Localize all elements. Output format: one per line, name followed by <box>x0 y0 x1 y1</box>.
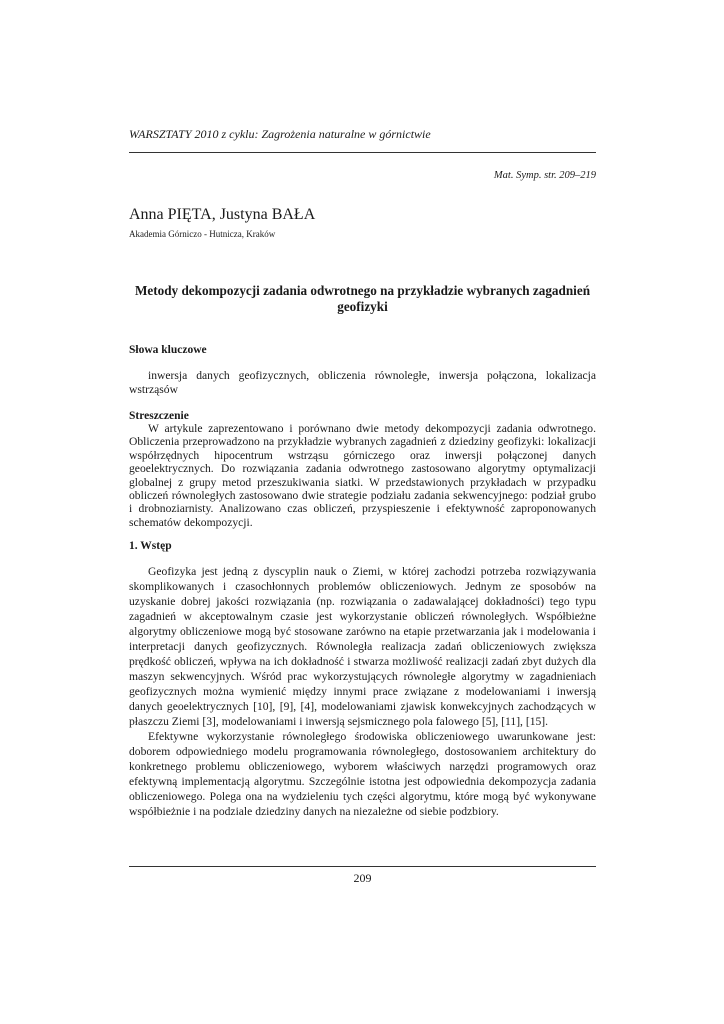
abstract-text: W artykule zaprezentowano i porównano dwie metody dekompozycji zadania odwrotnego. Obliczenia przeprowadzono na przykładzie wybranych zagadnień z dziedziny geofizyki: lokalizacji współrzędnych hipocentrum wstrząsu górniczego oraz inwersji połączonej danych geoelektrycznych. Do rozwiązania zadania odwrotnego zastosowano algorytmy optymalizacji globalnej z grupy metod przeszukiwania siatki. W przedstawionych przykładach w przypadku obliczeń równoległych zastosowano dwie strategie podziału zadania sekwencyjnego: podział grubo i drobnoziarnisty. Analizowano czas obliczeń, przyspieszenie i efektywność zaproponowanych schematów dekompozycji. <box>129 422 596 529</box>
affiliation: Akademia Górniczo - Hutnicza, Kraków <box>129 229 276 239</box>
footer-rule <box>129 866 596 867</box>
body-paragraph: Geofizyka jest jedną z dyscyplin nauk o Ziemi, w której zachodzi potrzeba rozwiązywania skomplikowanych i czasochłonnych problemów obliczeniowych. Jednym ze sposobów na uzyskanie dobrej jakości rozwiązania (np. rozwiązania o zadawalającej dokładności) tego typu zagadnień w akceptowalnym czasie jest wykorzystanie obliczeń równoległych. Współbieżne algorytmy obliczeniowe mogą być stosowane zarówno na etapie przetwarzania jak i modelowania i interpretacji danych geofizycznych. Równoległa realizacja zadań obliczeniowych zwiększa prędkość obliczeń, wpływa na ich dokładność i stwarza możliwość realizacji zadań zbyt dużych dla maszyn sekwencyjnych. Wśród prac wykorzystujących równoległe algorytmy w zagadnieniach geofizycznych można wymienić między innymi prace związane z modelowaniami i inwersją danych geoelektrycznych [10], [9], [4], modelowaniami zjawisk konwekcyjnych zachodzących w płaszczu Ziemi [3], modelowaniami i inwersją sejsmicznego pola falowego [5], [11], [15]. <box>129 565 596 728</box>
citation: Mat. Symp. str. 209–219 <box>493 170 596 181</box>
keywords-heading: Słowa kluczowe <box>129 344 207 356</box>
header-rule <box>129 152 596 153</box>
running-head: WARSZTATY 2010 z cyklu: Zagrożenia naturalne w górnictwie <box>129 127 431 141</box>
article-title: Metody dekompozycji zadania odwrotnego na przykładzie wybranych zagadnień geofizyki <box>134 283 591 314</box>
page-number: 209 <box>353 871 372 885</box>
keywords-text: inwersja danych geofizycznych, obliczenia równoległe, inwersja połączona, lokalizacja wstrząsów <box>129 369 596 396</box>
authors: Anna PIĘTA, Justyna BAŁA <box>129 206 316 223</box>
section-body <box>129 564 596 819</box>
section-heading: 1. Wstęp <box>129 540 172 552</box>
abstract-heading: Streszczenie <box>129 410 189 422</box>
body-paragraph: Efektywne wykorzystanie równoległego środowiska obliczeniowego uwarunkowane jest: doborem odpowiedniego modelu programowania równoległego, dostosowaniem architektury do konkretnego problemu obliczeniowego, wyborem właściwych narzędzi programowych oraz efektywną implementacją algorytmu. Szczególnie istotna jest odpowiednia dekompozycja zadania obliczeniowego. Polega ona na wydzieleniu tych części algorytmu, które mogą być wykonywane współbieżnie i na podziale dziedziny danych na niezależne od siebie podzbiory. <box>129 730 596 818</box>
